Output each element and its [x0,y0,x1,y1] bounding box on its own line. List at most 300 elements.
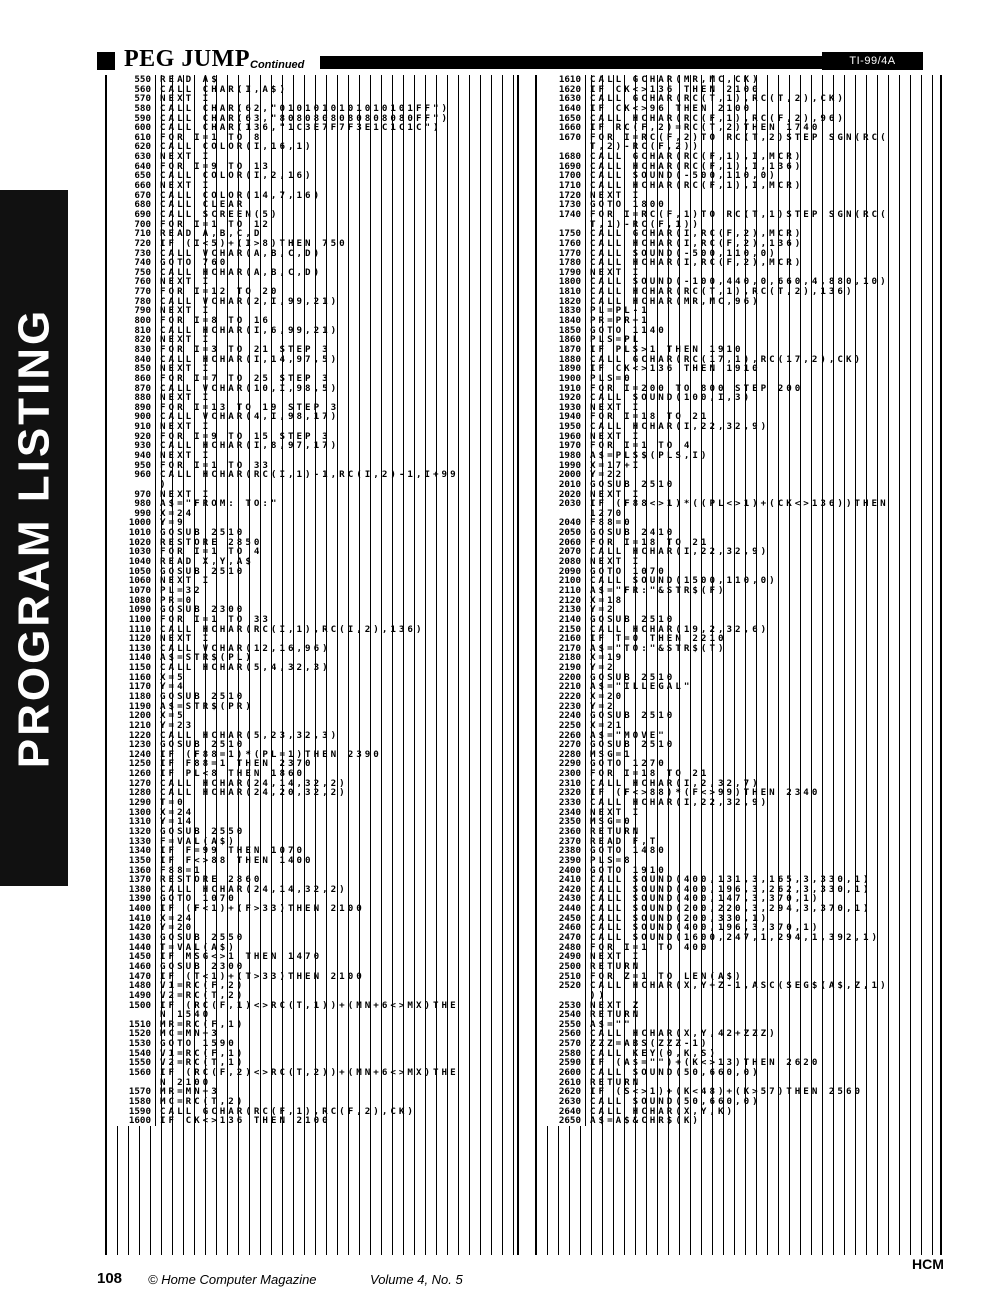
line-code: CALL GCHAR(I,RC(F,2),MCR) [590,228,804,240]
line-number: 620 [107,142,156,152]
line-number: 1850 [537,326,586,336]
line-number: 1440 [107,943,156,953]
line-code: CALL VCHAR(A,B,C,D) [160,247,323,259]
line-code: Y=4 [160,681,186,693]
copyright-line: © Home Computer Magazine [148,1272,317,1287]
line-code: GOTO 1070 [160,893,237,905]
line-code: T,2)-RC(F,2)) [590,141,701,153]
page-number: 108 [97,1270,123,1287]
line-code: CALL CHAR(136,"1C3E7F7F3E1C1C1C") [160,122,442,134]
line-code: FOR I=1 TO 4 [160,546,263,558]
line-code: IF MSG<>1 THEN 1470 [160,951,323,963]
line-number: 1820 [537,297,586,307]
line-code: CALL CHAR(63,"8080808080808080FF") [160,112,451,124]
line-code: F=VAL(A$) [160,835,237,847]
line-number: 1110 [107,625,156,635]
line-code: NEXT I [160,180,212,192]
line-code: FOR I=18 TO 21 [590,536,710,548]
line-code: CALL HCHAR(24,20,32,2) [160,787,348,799]
line-code: FOR I=1 TO 8 [160,131,263,143]
line-number: 790 [107,306,156,316]
line-number: 2650 [537,1116,586,1126]
line-code: IF T=0 THEN 2210 [590,633,727,645]
line-number: 2310 [537,779,586,789]
line-number: 680 [107,200,156,210]
line-number: 1010 [107,528,156,538]
line-number: 1640 [537,104,586,114]
line-number: 1300 [107,808,156,818]
line-number: 2420 [537,885,586,895]
line-number: 1550 [107,1058,156,1068]
line-number: 1990 [537,461,586,471]
line-number: 2630 [537,1097,586,1107]
line-code: NEXT I [160,334,212,346]
line-code: CALL SOUND(400,196,3,262,3,330,1) [590,883,872,895]
line-code: GOSUB 2510 [590,710,676,722]
line-number: 1060 [107,576,156,586]
line-number: 2370 [537,837,586,847]
line-number: 1560 [107,1068,156,1078]
line-code: GOSUB 2300 [160,960,246,972]
line-number: 2080 [537,557,586,567]
line-number: 1390 [107,894,156,904]
listing-column-right [535,75,942,1255]
line-number: 980 [107,499,156,509]
line-code: Y=2 [590,700,616,712]
listing-line [537,1116,940,1126]
line-number: 1540 [107,1049,156,1059]
line-code: IF PL<8 THEN 1860 [160,768,306,780]
line-code: CALL SOUND(1500,110,0) [590,575,778,587]
line-code: X=24 [160,806,195,818]
line-code: CALL HCHAR(RC(I,1),RC(I,2),136) [160,623,425,635]
line-code: CALL HCHAR(X,Y+Z-1,ASC(SEG$(A$,Z,1) [590,980,889,992]
line-code: NEXT I [590,488,642,500]
line-number: 1000 [107,518,156,528]
line-number: 750 [107,268,156,278]
line-number: 2610 [537,1078,586,1088]
line-code: CALL HCHAR(I,RC(F,2),MCR) [590,257,804,269]
line-code: ZZZ=ABS(ZZZ-1) [590,1038,710,1050]
line-code: RESTORE 2850 [160,536,263,548]
line-code: CALL SOUND(400,131,3,165,3,330,1) [590,874,872,886]
line-code: CALL HCHAR(MR,MC,96) [590,295,761,307]
line-number: 1260 [107,769,156,779]
line-number: 1860 [537,335,586,345]
line-code: READ A$ [160,75,220,85]
line-code: PL=32 [160,584,203,596]
line-number: 850 [107,364,156,374]
line-number: 2050 [537,528,586,538]
line-number: 1040 [107,557,156,567]
line-number: 2640 [537,1107,586,1117]
line-number: 1810 [537,287,586,297]
line-code: A$=PLS$(PLS,I) [590,449,710,461]
line-number: 860 [107,374,156,384]
line-code: F88=1 [160,864,203,876]
line-code: CALL HCHAR(X,Y,K) [590,1105,736,1117]
line-number: 1500 [107,1001,156,1011]
line-code: IF F88=1 THEN 2370 [160,758,314,770]
line-number: 1870 [537,345,586,355]
line-code: IF (RC(F,2)<>RC(T,2))+(MN+6<>MX)THE [160,1066,459,1078]
line-number: 1340 [107,846,156,856]
line-code: N 2100 [160,1076,212,1088]
line-number: 1270 [107,779,156,789]
line-code: GOSUB 2410 [590,527,676,539]
line-number: 1100 [107,615,156,625]
line-code: NEXT I [160,449,212,461]
listing-line [107,1116,517,1126]
line-number: 1200 [107,711,156,721]
line-code: CALL HCHAR(RC(T,1),RC(T,2),136) [590,286,855,298]
line-number: 1310 [107,817,156,827]
line-code: IF PLS>1 THEN 1910 [590,343,744,355]
line-number: 2330 [537,798,586,808]
line-code: FOR I=1 TO 4 [590,440,693,452]
line-code: NEXT I [160,363,212,375]
line-number: 1680 [537,152,586,162]
line-code: CALL KEY(0,K,S) [590,1047,718,1059]
line-number: 1510 [107,1020,156,1030]
line-code: CALL SOUND(200,330,1) [590,912,770,924]
line-number: 2160 [537,634,586,644]
line-code: CALL CHAR(I,A$) [160,83,288,95]
line-number: 550 [107,75,156,85]
line-code: GOSUB 2510 [590,478,676,490]
line-number: 2220 [537,692,586,702]
line-code: READ A,B,C,D [160,228,263,240]
line-number: 1960 [537,432,586,442]
line-number: 2590 [537,1058,586,1068]
line-code: A$=A$&CHR$(K) [590,1115,701,1127]
article-title: PEG JUMP [124,46,250,72]
line-code: Y=23 [160,719,195,731]
line-number: 800 [107,316,156,326]
line-code: NEXT I [590,806,642,818]
line-number: 2190 [537,663,586,673]
line-code: MSG=0 [590,816,633,828]
line-number: 1080 [107,596,156,606]
line-number: 970 [107,490,156,500]
line-code: CALL HCHAR(RC(I,1)-1,RC(I,2)-1,I+99 [160,469,459,481]
line-number: 560 [107,85,156,95]
line-number: 2410 [537,875,586,885]
line-code: CALL HCHAR(I,22,32,9) [590,797,770,809]
line-code: CALL SOUND(400,147,3,370,1) [590,893,821,905]
line-code: A$="FROM: TO:" [160,498,280,510]
line-code: CALL GCHAR(MR,MC,CK) [590,75,761,85]
line-number: 610 [107,133,156,143]
line-code: IF (F88=1)*(PL=1)THEN 2390 [160,748,382,760]
line-code: A$="" [590,1018,633,1030]
line-code: CALL HCHAR(19,2,32,6) [590,623,770,635]
line-code: Y=2 [590,604,616,616]
line-code: CALL HCHAR(X,Y,42+ZZZ) [590,1028,778,1040]
line-number: 2340 [537,808,586,818]
line-code: IF (RC(F,1)<>RC(T,1))+(MN+6<>MX)THE [160,999,459,1011]
line-number: 1220 [107,731,156,741]
line-code: FOR I=13 TO 19 STEP 3 [160,401,340,413]
line-code: NEXT I [590,189,642,201]
line-code: A$=STR$(PL) [160,652,254,664]
line-code: CALL SOUND(1600,247,1,294,1,392,1) [590,932,881,944]
line-number: 1050 [107,567,156,577]
line-number: 2090 [537,567,586,577]
line-number: 1150 [107,663,156,673]
line-code: A$="FR:"&STR$(F) [590,584,727,596]
line-number: 2120 [537,596,586,606]
line-number: 1700 [537,171,586,181]
line-code: GOTO 1480 [590,845,667,857]
line-code: NEXT I [160,276,212,288]
line-code: NEXT I [160,93,212,105]
line-number: 2500 [537,962,586,972]
line-number: 2550 [537,1020,586,1030]
line-number: 810 [107,326,156,336]
line-number: 1790 [537,268,586,278]
line-number: 2320 [537,788,586,798]
line-code: IF (I<5)+(I>8)THEN 750 [160,237,348,249]
line-number: 1020 [107,538,156,548]
line-number: 1800 [537,277,586,287]
line-number: 2150 [537,625,586,635]
line-code: FOR I=200 TO 800 STEP 200 [590,382,804,394]
line-number: 920 [107,432,156,442]
line-code: CALL GCHAR(RC(F,1),RC(F,2),CK) [160,1105,416,1117]
line-number: 2480 [537,943,586,953]
line-number: 1380 [107,885,156,895]
line-code: CALL HCHAR(24,14,32,2) [160,883,348,895]
line-number: 2060 [537,538,586,548]
section-side-label: PROGRAM LISTING [9,307,58,769]
line-number: 1730 [537,200,586,210]
line-code: NEXT Z [590,999,642,1011]
line-number: 1660 [537,123,586,133]
line-code: CALL VCHAR(4,I,98,17) [160,411,340,423]
line-number: 590 [107,114,156,124]
line-code: )) [590,989,608,1001]
line-number: 1350 [107,856,156,866]
line-number: 2200 [537,673,586,683]
line-code: CALL HCHAR(RC(F,1),I,MCR) [590,180,804,192]
line-code: CALL SOUND(200,220,3,294,3,370,1) [590,903,872,915]
line-code: GOTO 1270 [590,758,667,770]
line-code: V1=RC(F,1) [160,1047,246,1059]
line-number: 740 [107,258,156,268]
line-number: 1480 [107,981,156,991]
line-number: 880 [107,393,156,403]
line-number: 1280 [107,788,156,798]
line-code: CALL SOUND(-500,110,0) [590,247,778,259]
line-code: NEXT I [160,421,212,433]
line-number: 2350 [537,817,586,827]
line-number: 1770 [537,249,586,259]
line-code: X=5 [160,671,186,683]
line-number: 2280 [537,750,586,760]
line-code: FOR Z=1 TO LEN(A$) [590,970,744,982]
line-number: 2490 [537,952,586,962]
line-code: ) [160,478,169,490]
line-code: FOR I=1 TO 33 [160,459,271,471]
line-number: 1610 [537,75,586,85]
line-number: 1580 [107,1097,156,1107]
line-code: X=20 [590,691,625,702]
magazine-logo: HCM [912,1256,944,1272]
line-number: 1130 [107,644,156,654]
line-code: FOR I=8 TO 16 [160,315,271,327]
line-number: 1460 [107,962,156,972]
line-code: GOTO 1070 [590,565,667,577]
line-code: PLS=0 [590,372,633,384]
line-number: 930 [107,441,156,451]
line-number: 1410 [107,914,156,924]
line-code: NEXT I [160,305,212,317]
line-code: MC=MN+3 [160,1028,220,1040]
line-code: IF F<>88 THEN 1400 [160,854,314,866]
line-number: 1720 [537,191,586,201]
line-code: FOR I=1 TO 12 [160,218,271,230]
volume-issue: Volume 4, No. 5 [370,1272,463,1287]
line-number: 1400 [107,904,156,914]
line-number: 2130 [537,605,586,615]
line-number: 1360 [107,866,156,876]
line-number: 1590 [107,1107,156,1117]
line-number: 990 [107,509,156,519]
line-number: 2070 [537,547,586,557]
line-code: IF F=99 THEN 1070 [160,845,306,857]
line-number: 2270 [537,740,586,750]
platform-tab: TI-99/4A [822,52,923,70]
line-number: 1920 [537,393,586,403]
line-number: 1900 [537,374,586,384]
line-number: 1980 [537,451,586,461]
line-number: 2110 [537,586,586,596]
line-number: 1330 [107,837,156,847]
line-number: 710 [107,229,156,239]
line-code: PLS=8 [590,854,633,866]
line-code: FOR I=RC(F,1)TO RC(T,1)STEP SGN(RC( [590,208,889,220]
line-code: CALL HCHAR(I,14,97,5) [160,353,340,365]
line-code: CALL GCHAR(RC(T,1),RC(T,2),CK) [590,93,846,105]
line-number: 1930 [537,403,586,413]
line-code: CALL SOUND(-500,110,0) [590,170,778,182]
line-code: CALL HCHAR(I,8,97,17) [160,440,340,452]
line-number: 690 [107,210,156,220]
line-code: Y=20 [160,922,195,934]
line-code: GOSUB 2510 [160,691,246,702]
line-number: 1520 [107,1029,156,1039]
line-code: CALL HCHAR(I,22,32,9) [590,421,770,433]
line-code: GOTO 1800 [590,199,667,211]
line-code: GOSUB 2510 [590,671,676,683]
line-number: 1690 [537,162,586,172]
line-number: 1940 [537,412,586,422]
line-number: 1320 [107,827,156,837]
line-code: GOSUB 2300 [160,604,246,616]
line-code: CALL HCHAR(5,23,32,3) [160,729,340,741]
line-code: Y=9 [160,517,186,529]
line-code: X=21 [590,719,625,731]
line-code: IF CK<>136 THEN 2100 [160,1115,331,1127]
line-number: 1880 [537,355,586,365]
line-code: Y=14 [160,816,195,828]
line-code: T=VAL(A$) [160,941,237,953]
line-number: 1470 [107,972,156,982]
line-number: 830 [107,345,156,355]
line-code: PLS=PL [590,334,642,346]
line-code: READ F,T [590,835,659,847]
line-number: 2030 [537,499,586,509]
line-number: 2230 [537,702,586,712]
line-number: 2300 [537,769,586,779]
line-code: CALL HCHAR(I,6,99,21) [160,324,340,336]
line-code: CALL COLOR(I,2,16) [160,170,314,182]
line-code: CALL GCHAR(RC(17,1),RC(17,2),CK) [590,353,864,365]
line-code: F88=0 [590,517,633,529]
line-number: 2380 [537,846,586,856]
line-number: 1840 [537,316,586,326]
line-code: GOTO 1910 [590,864,667,876]
line-code: FOR I=1 TO 400 [590,941,710,953]
line-code: Y=22 [590,469,625,481]
line-code: FOR I=1 TO 33 [160,613,271,625]
line-code: X=19 [590,652,625,664]
line-code: CALL SOUND(100,I,3) [590,392,753,404]
line-number: 2010 [537,480,586,490]
line-number: 780 [107,297,156,307]
line-code: GOSUB 2510 [160,739,246,751]
line-number: 940 [107,451,156,461]
line-number: 2000 [537,470,586,480]
line-code: NEXT I [590,556,642,568]
line-number: 1760 [537,239,586,249]
line-number: 1210 [107,721,156,731]
header-square-marker [97,52,115,70]
line-code: CALL HCHAR(RC(F,1),RC(F,2),96) [590,112,846,124]
line-number: 580 [107,104,156,114]
line-number: 2180 [537,653,586,663]
line-code: CALL SOUND(50,660,0) [590,1095,761,1107]
line-number: 2460 [537,923,586,933]
line-number: 2530 [537,1001,586,1011]
line-number: 1750 [537,229,586,239]
line-number: 900 [107,412,156,422]
line-code: CALL CLEAR [160,199,246,211]
line-code: PL=PL-1 [590,305,650,317]
line-number: 650 [107,171,156,181]
line-code: FOR I=RC(F,2)TO RC(T,2)STEP SGN(RC( [590,131,889,143]
line-code: PR=0 [160,594,195,606]
line-number: 1830 [537,306,586,316]
line-number: 2430 [537,894,586,904]
line-number: 1530 [107,1039,156,1049]
line-code: CALL HCHAR(RC(F,1),I,136) [590,160,804,172]
line-number: 1620 [537,85,586,95]
line-code: GOTO 1590 [160,1038,237,1050]
line-number: 2560 [537,1029,586,1039]
line-code: NEXT I [160,392,212,404]
line-number: 1170 [107,682,156,692]
line-code: A$="MOVE" [590,729,667,741]
line-code: IF CK<>136 THEN 1910 [590,363,761,375]
line-code: X=18 [590,594,625,606]
line-number: 1140 [107,653,156,663]
line-code: CALL HCHAR(24,14,32,2) [160,777,348,789]
line-number: 2100 [537,576,586,586]
line-code: IF RC(F,2)=RC(T,2)THEN 1740 [590,122,821,134]
line-code: GOSUB 2510 [160,527,246,539]
